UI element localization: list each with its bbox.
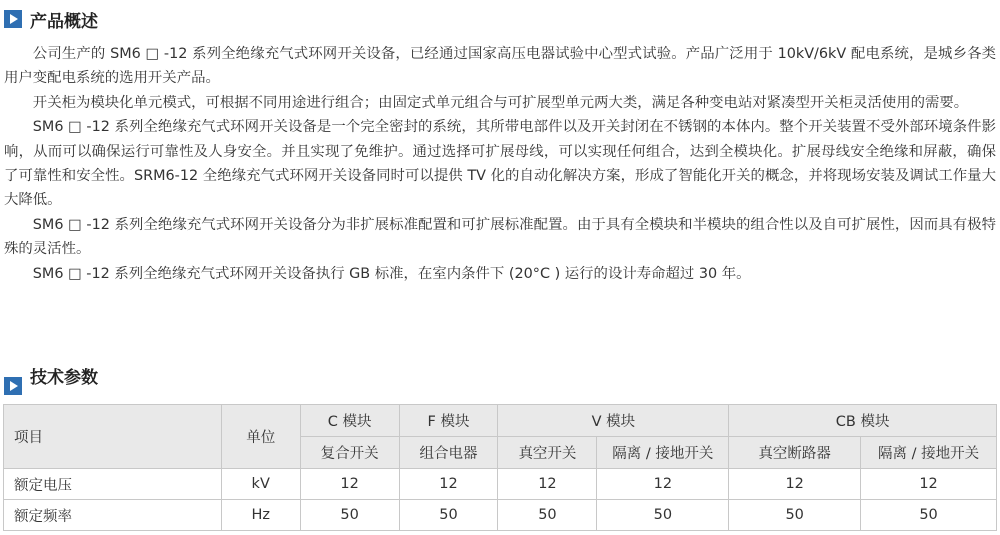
row-unit: Hz <box>221 500 300 531</box>
table-row <box>4 469 997 500</box>
header-sub: 隔离 / 接地开关 <box>861 437 997 469</box>
row-item: 额定电压 <box>4 469 222 500</box>
specs-section-header <box>4 362 98 388</box>
row-value: 12 <box>861 469 997 500</box>
paragraph: 开关柜为模块化单元模式，可根据不同用途进行组合；由固定式单元组合与可扩展型单元两大类，满足各种变电站对紧凑型开关柜灵活使用的需要。 <box>32 94 969 111</box>
header-sub: 隔离 / 接地开关 <box>597 437 729 469</box>
header-group: C 模块 <box>300 405 399 437</box>
overview-text <box>4 42 996 286</box>
header-group: CB 模块 <box>729 405 997 437</box>
arrow-right-icon <box>4 10 22 28</box>
arrow-right-icon <box>4 377 22 395</box>
paragraph: SM6 □ -12 系列全绝缘充气式环网开关设备执行 GB 标准，在室内条件下 (20°C ) 运行的设计寿命超过 30 年。 <box>32 265 751 282</box>
header-sub: 组合电器 <box>399 437 498 469</box>
overview-section-header <box>4 6 98 32</box>
row-value: 50 <box>861 500 997 531</box>
row-unit: kV <box>221 469 300 500</box>
specs-title: 技术参数 <box>30 367 98 388</box>
row-value: 12 <box>399 469 498 500</box>
row-value: 12 <box>300 469 399 500</box>
row-value: 50 <box>399 500 498 531</box>
paragraph: SM6 □ -12 系列全绝缘充气式环网开关设备是一个完全密封的系统，其所带电部件以及开关封闭在不锈钢的本体内。整个开关装置不受外部环境条件影响，从而可以确保运行可靠性及人身安全。并且实现了免维护。通过选择可扩展母线，可以实现任何组合，达到全模块化。扩展母线安全绝缘和屏蔽，确保了可靠性和安全性。SRM6-12 全绝缘充气式环网开关设备同时可以提供 TV 化的自动化解决方案，形成了智能化开关的概念，并将现场安装及调试工作量大大降低。 <box>4 119 996 209</box>
row-value: 12 <box>498 469 597 500</box>
row-value: 12 <box>597 469 729 500</box>
header-group: V 模块 <box>498 405 729 437</box>
header-sub: 复合开关 <box>300 437 399 469</box>
row-value: 50 <box>729 500 861 531</box>
row-value: 12 <box>729 469 861 500</box>
row-item: 额定频率 <box>4 500 222 531</box>
spec-table <box>3 404 997 531</box>
header-sub: 真空开关 <box>498 437 597 469</box>
header-group: F 模块 <box>399 405 498 437</box>
table-row <box>4 500 997 531</box>
header-item: 项目 <box>4 405 222 469</box>
overview-title: 产品概述 <box>30 11 98 32</box>
paragraph: SM6 □ -12 系列全绝缘充气式环网开关设备分为非扩展标准配置和可扩展标准配置。由于具有全模块和半模块的组合性以及自可扩展性，因而具有极特殊的灵活性。 <box>4 216 996 258</box>
row-value: 50 <box>498 500 597 531</box>
row-value: 50 <box>300 500 399 531</box>
paragraph: 公司生产的 SM6 □ -12 系列全绝缘充气式环网开关设备，已经通过国家高压电器试验中心型式试验。产品广泛用于 10kV/6kV 配电系统，是城乡各类用户变配电系统的选用开关产品。 <box>4 46 996 87</box>
header-unit: 单位 <box>221 405 300 469</box>
row-value: 50 <box>597 500 729 531</box>
header-sub: 真空断路器 <box>729 437 861 469</box>
